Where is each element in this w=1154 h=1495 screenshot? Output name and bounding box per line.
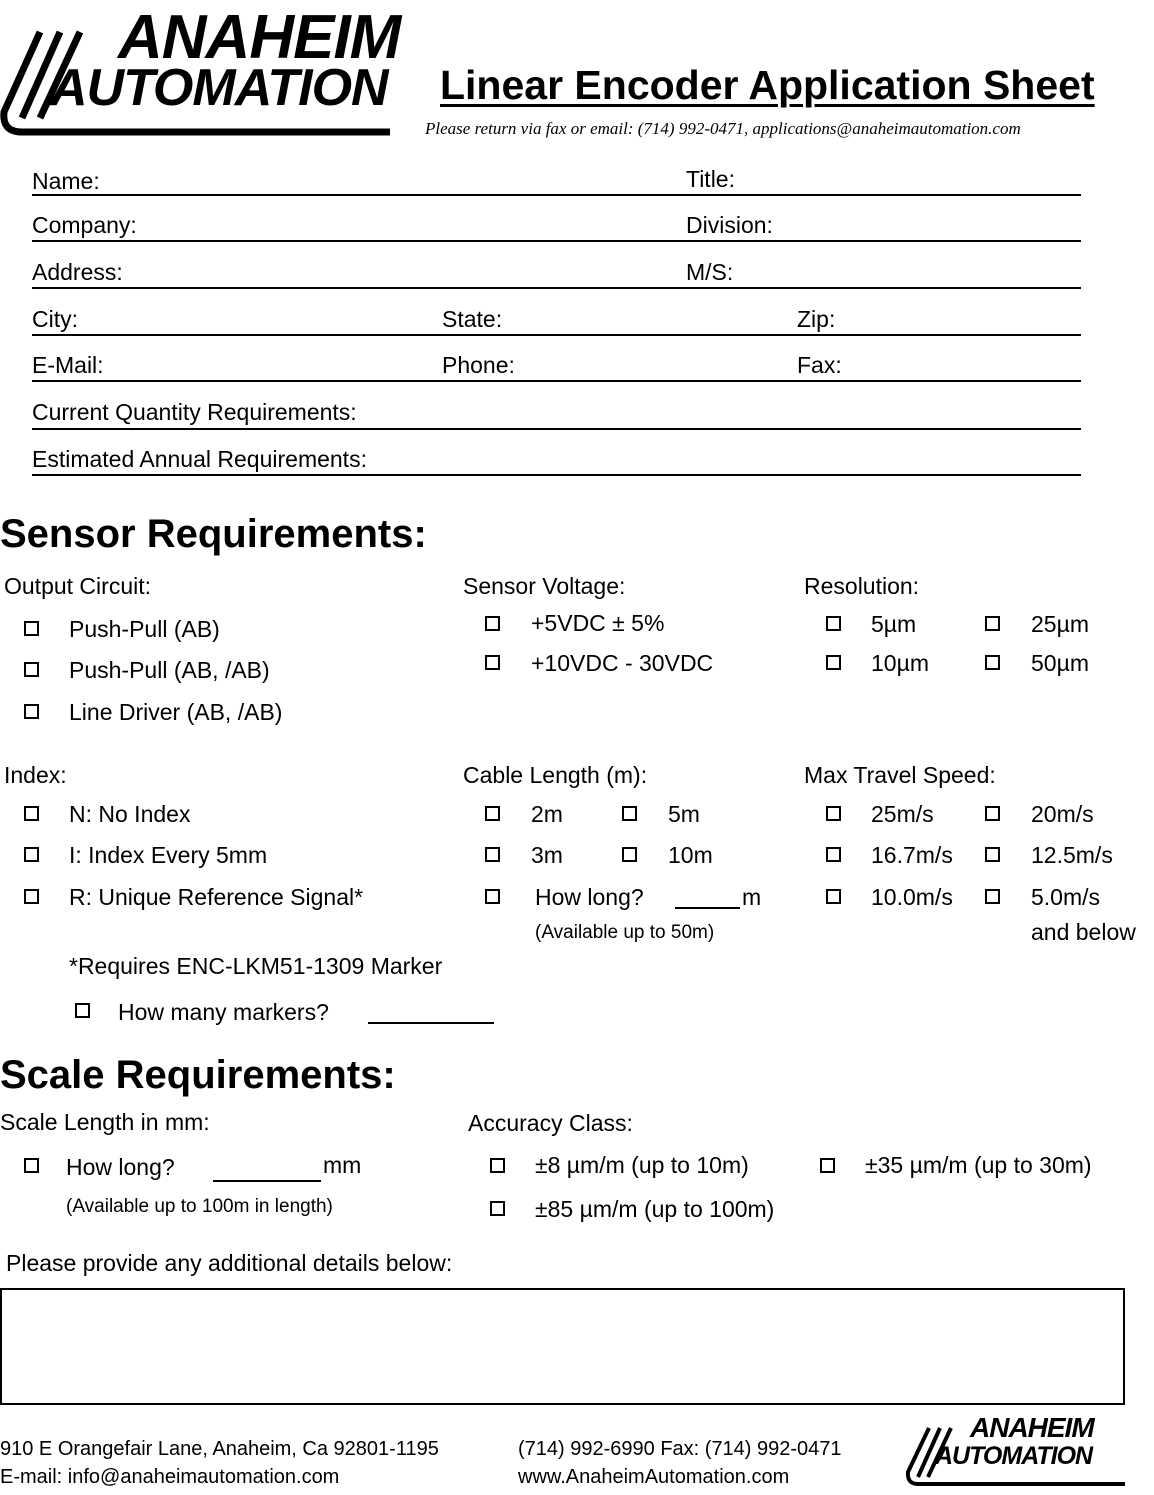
footer-phone-fax: (714) 992-6990 Fax: (714) 992-0471: [518, 1438, 842, 1460]
option-cable-2m: 2m: [531, 801, 563, 827]
checkbox-speed-5[interactable]: [985, 889, 1000, 904]
checkbox-no-index[interactable]: [24, 806, 39, 821]
checkbox-speed-10[interactable]: [826, 889, 841, 904]
checkbox-res-50um[interactable]: [985, 655, 1000, 670]
checkbox-res-25um[interactable]: [985, 616, 1000, 631]
name-title-field[interactable]: [32, 194, 1081, 196]
footer-logo-word-anaheim: ANAHEIM: [970, 1412, 1094, 1443]
markers-label: How many markers?: [118, 999, 329, 1025]
checkbox-accuracy-8[interactable]: [490, 1158, 505, 1173]
option-accuracy-85: ±85 µm/m (up to 100m): [535, 1196, 775, 1222]
option-speed-12-5: 12.5m/s: [1031, 842, 1113, 868]
speed-and-below: and below: [1031, 919, 1136, 945]
option-cable-3m: 3m: [531, 842, 563, 868]
option-res-10um: 10µm: [871, 650, 929, 676]
markers-count-field[interactable]: [368, 1022, 494, 1024]
email-label: E-Mail:: [32, 352, 104, 378]
current-quantity-field[interactable]: [32, 428, 1081, 430]
cable-length-field[interactable]: [675, 907, 740, 909]
option-res-50um: 50µm: [1031, 650, 1089, 676]
checkbox-unique-reference[interactable]: [24, 889, 39, 904]
option-speed-20: 20m/s: [1031, 801, 1094, 827]
option-line-driver: Line Driver (AB, /AB): [69, 699, 283, 725]
checkbox-cable-custom[interactable]: [485, 889, 500, 904]
option-no-index: N: No Index: [69, 801, 191, 827]
division-label: Division:: [686, 212, 773, 238]
checkbox-scale-length[interactable]: [24, 1158, 39, 1173]
additional-details-label: Please provide any additional details below:: [6, 1250, 453, 1276]
option-speed-5: 5.0m/s: [1031, 884, 1101, 910]
accuracy-class-label: Accuracy Class:: [468, 1110, 633, 1136]
address-label: Address:: [32, 259, 123, 285]
ms-label: M/S:: [686, 259, 734, 285]
cable-unit: m: [742, 884, 762, 910]
option-speed-16-7: 16.7m/s: [871, 842, 953, 868]
scale-length-field[interactable]: [213, 1180, 321, 1182]
checkbox-push-pull-ab-inv[interactable]: [24, 662, 39, 677]
option-accuracy-8: ±8 µm/m (up to 10m): [535, 1152, 749, 1178]
output-circuit-label: Output Circuit:: [4, 573, 151, 599]
max-speed-label: Max Travel Speed:: [804, 762, 996, 788]
additional-details-textarea[interactable]: [0, 1288, 1125, 1405]
scale-availability-note: (Available up to 100m in length): [66, 1196, 333, 1217]
email-phone-fax-field[interactable]: [32, 380, 1081, 382]
option-unique-reference: R: Unique Reference Signal*: [69, 884, 364, 910]
phone-label: Phone:: [442, 352, 515, 378]
title-label: Title:: [686, 166, 735, 192]
resolution-label: Resolution:: [804, 573, 920, 599]
footer-address: 910 E Orangefair Lane, Anaheim, Ca 92801-1195: [0, 1438, 439, 1460]
option-accuracy-35: ±35 µm/m (up to 30m): [865, 1152, 1092, 1178]
option-push-pull-ab-inv: Push-Pull (AB, /AB): [69, 657, 270, 683]
checkbox-index-5mm[interactable]: [24, 847, 39, 862]
checkbox-accuracy-85[interactable]: [490, 1201, 505, 1216]
logo-word-anaheim: ANAHEIM: [118, 3, 401, 72]
scale-how-long-label: How long?: [66, 1154, 175, 1180]
state-label: State:: [442, 306, 503, 332]
company-label: Company:: [32, 212, 137, 238]
option-res-5um: 5µm: [871, 611, 917, 637]
page-title: Linear Encoder Application Sheet: [440, 62, 1095, 108]
name-label: Name:: [32, 168, 100, 194]
scale-unit: mm: [323, 1152, 362, 1178]
cable-how-long-label: How long?: [535, 884, 644, 910]
checkbox-cable-2m[interactable]: [485, 806, 500, 821]
annual-requirements-label: Estimated Annual Requirements:: [32, 446, 367, 472]
checkbox-markers[interactable]: [75, 1003, 90, 1018]
zip-label: Zip:: [797, 306, 836, 332]
city-state-zip-field[interactable]: [32, 334, 1081, 336]
checkbox-5vdc[interactable]: [485, 616, 500, 631]
footer-website: www.AnaheimAutomation.com: [518, 1466, 790, 1488]
footer-logo-word-automation: AUTOMATION: [935, 1442, 1093, 1470]
checkbox-res-5um[interactable]: [826, 616, 841, 631]
checkbox-line-driver[interactable]: [24, 704, 39, 719]
checkbox-accuracy-35[interactable]: [820, 1158, 835, 1173]
cable-availability-note: (Available up to 50m): [535, 922, 715, 943]
checkbox-res-10um[interactable]: [826, 655, 841, 670]
checkbox-speed-25[interactable]: [826, 806, 841, 821]
cable-length-label: Cable Length (m):: [463, 762, 648, 788]
marker-note: *Requires ENC-LKM51-1309 Marker: [69, 953, 443, 979]
sensor-voltage-label: Sensor Voltage:: [463, 573, 626, 599]
checkbox-speed-16-7[interactable]: [826, 847, 841, 862]
checkbox-cable-3m[interactable]: [485, 847, 500, 862]
page-subtitle: Please return via fax or email: (714) 992-0471, applications@anaheimautomation.com: [425, 119, 1021, 138]
company-division-field[interactable]: [32, 240, 1081, 242]
checkbox-cable-10m[interactable]: [622, 847, 637, 862]
option-speed-25: 25m/s: [871, 801, 934, 827]
checkbox-push-pull-ab[interactable]: [24, 621, 39, 636]
footer-email: E-mail: info@anaheimautomation.com: [0, 1466, 340, 1488]
city-label: City:: [32, 306, 78, 332]
option-res-25um: 25µm: [1031, 611, 1089, 637]
current-quantity-label: Current Quantity Requirements:: [32, 399, 357, 425]
address-ms-field[interactable]: [32, 287, 1081, 289]
index-label: Index:: [4, 762, 67, 788]
checkbox-speed-12-5[interactable]: [985, 847, 1000, 862]
option-cable-10m: 10m: [668, 842, 713, 868]
option-5vdc: +5VDC ± 5%: [531, 610, 665, 636]
checkbox-cable-5m[interactable]: [622, 806, 637, 821]
annual-requirements-field[interactable]: [32, 474, 1081, 476]
fax-label: Fax:: [797, 352, 842, 378]
checkbox-10-30vdc[interactable]: [485, 655, 500, 670]
scale-requirements-heading: Scale Requirements:: [0, 1053, 396, 1097]
sensor-requirements-heading: Sensor Requirements:: [0, 512, 427, 556]
option-cable-5m: 5m: [668, 801, 700, 827]
option-push-pull-ab: Push-Pull (AB): [69, 616, 220, 642]
option-index-5mm: I: Index Every 5mm: [69, 842, 268, 868]
checkbox-speed-20[interactable]: [985, 806, 1000, 821]
option-speed-10: 10.0m/s: [871, 884, 953, 910]
scale-length-label: Scale Length in mm:: [0, 1109, 210, 1135]
option-10-30vdc: +10VDC - 30VDC: [531, 650, 714, 676]
logo-word-automation: AUTOMATION: [50, 59, 388, 117]
